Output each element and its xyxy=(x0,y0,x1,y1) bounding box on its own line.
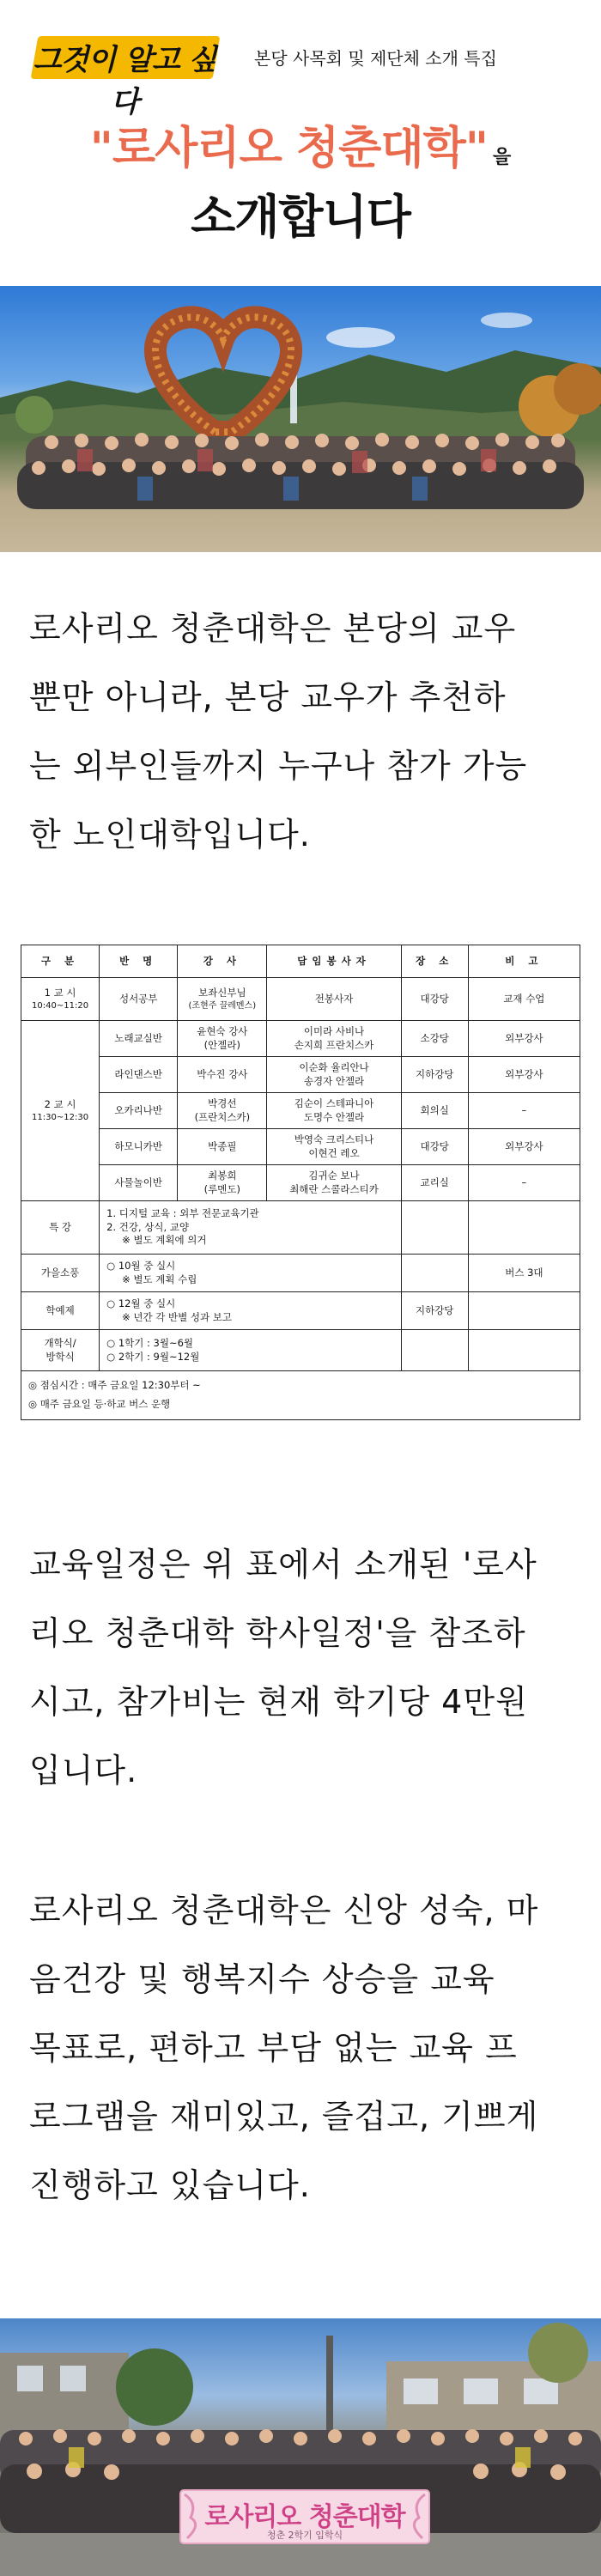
note-cell xyxy=(468,1292,580,1330)
table-row xyxy=(21,1330,580,1371)
text-line: 뿐만 아니라, 본당 교우가 추천하 xyxy=(29,678,507,716)
text-line: 로사리오 청춘대학은 신앙 성숙, 마 xyxy=(29,1892,539,1929)
class-cell: 노래교실반 xyxy=(100,1021,178,1057)
table-row xyxy=(21,1129,580,1165)
text-line: 로그램을 재미있고, 즐겁고, 기쁘게 xyxy=(29,2098,539,2136)
banner-title: 로사리오 청춘대학 xyxy=(204,2502,405,2532)
table-notes xyxy=(21,1371,580,1420)
text-line: 한 노인대학입니다. xyxy=(29,816,311,854)
note-line: ◎ 점심시간 : 매주 금요일 12:30부터 ~ xyxy=(28,1379,201,1391)
helper-cell: 이미라 사비나 손지희 프란치스카 xyxy=(267,1021,401,1057)
period-cell: 2 교 시 11:30~12:30 xyxy=(21,1021,100,1201)
table-header: 구 분 xyxy=(21,945,100,978)
table-header: 담임봉사자 xyxy=(267,945,401,978)
table-row xyxy=(21,1255,580,1292)
table-row xyxy=(21,1165,580,1201)
note-cell xyxy=(468,1201,580,1255)
teacher-cell: 박수진 강사 xyxy=(178,1057,267,1093)
class-cell: 사물놀이반 xyxy=(100,1165,178,1201)
title-particle: 을 xyxy=(492,147,512,168)
text-line: 리오 청춘대학 학사일정'을 참조하 xyxy=(29,1614,526,1652)
teacher-cell: 보좌신부님 (조현주 끌레멘스) xyxy=(178,978,267,1021)
program-logo xyxy=(26,31,223,119)
banner-subtitle: 청춘 2학기 입학식 xyxy=(266,2530,343,2541)
helper-cell: 박영숙 크리스티나 이현건 레오 xyxy=(267,1129,401,1165)
table-header: 비 고 xyxy=(468,945,580,978)
category-cell: 학예제 xyxy=(21,1292,100,1330)
note-cell: 외부강사 xyxy=(468,1129,580,1165)
helper-cell: 김순이 스테파니아 도명수 안젤라 xyxy=(267,1093,401,1129)
schedule-table xyxy=(21,945,580,1420)
title-highlight: "로사리오 청춘대학" xyxy=(89,123,488,174)
note-cell: 교재 수업 xyxy=(468,978,580,1021)
place-cell: 회의실 xyxy=(401,1093,468,1129)
note-cell: 버스 3대 xyxy=(468,1255,580,1292)
group-photo-heart-sculpture-icon xyxy=(0,286,601,552)
table-row xyxy=(21,1021,580,1057)
text-line: 는 외부인들까지 누구나 참가 가능 xyxy=(29,747,528,785)
text-line: 목표로, 편하고 부담 없는 교육 프 xyxy=(29,2029,518,2067)
goal-paragraph xyxy=(29,1876,575,2220)
helper-cell: 이순화 율리안나 송경자 안젤라 xyxy=(267,1057,401,1093)
class-cell: 하모니카반 xyxy=(100,1129,178,1165)
table-row xyxy=(21,1057,580,1093)
note-cell: – xyxy=(468,1165,580,1201)
page-title xyxy=(0,112,601,176)
note-cell: 외부강사 xyxy=(468,1057,580,1093)
table-row xyxy=(21,1292,580,1330)
table-header-row xyxy=(21,945,580,978)
schedule-paragraph xyxy=(29,1530,575,1805)
header-subtitle: 본당 사목회 및 제단체 소개 특집 xyxy=(254,48,497,69)
category-cell: 특 강 xyxy=(21,1201,100,1255)
group-photo-2 xyxy=(0,2318,601,2576)
place-cell xyxy=(401,1330,468,1371)
group-photo-1 xyxy=(0,286,601,552)
helper-cell: 전봉사자 xyxy=(267,978,401,1021)
detail-cell: ○ 10월 중 실시 ※ 별도 계획 수립 xyxy=(100,1255,402,1292)
place-cell: 지하강당 xyxy=(401,1057,468,1093)
teacher-cell: 박경선 (프란치스카) xyxy=(178,1093,267,1129)
header xyxy=(0,0,601,283)
note-cell: 외부강사 xyxy=(468,1021,580,1057)
detail-cell: ○ 12월 중 실시 ※ 년간 각 반별 성과 보고 xyxy=(100,1292,402,1330)
teacher-cell: 최봉희 (루멘도) xyxy=(178,1165,267,1201)
teacher-cell: 박종필 xyxy=(178,1129,267,1165)
place-cell: 대강당 xyxy=(401,978,468,1021)
category-cell: 개학식/ 방학식 xyxy=(21,1330,100,1371)
table-row xyxy=(21,978,580,1021)
table-header: 장 소 xyxy=(401,945,468,978)
text-line: 음건강 및 행복지수 상승을 교육 xyxy=(29,1960,495,1998)
period-cell: 1 교 시 10:40~11:20 xyxy=(21,978,100,1021)
note-line: ◎ 매주 금요일 등·하교 버스 운행 xyxy=(28,1397,171,1410)
table-row xyxy=(21,1093,580,1129)
detail-cell: ○ 1학기 : 3월~6월 ○ 2학기 : 9월~12월 xyxy=(100,1330,402,1371)
place-cell: 소강당 xyxy=(401,1021,468,1057)
text-line: 시고, 참가비는 현재 학기당 4만원 xyxy=(29,1683,528,1721)
logo-text: 그것이 알고 싶다 xyxy=(33,43,216,119)
class-cell: 라인댄스반 xyxy=(100,1057,178,1093)
note-cell xyxy=(468,1330,580,1371)
page-title-line2: 소개합니다 xyxy=(191,190,410,244)
place-cell: 지하강당 xyxy=(401,1292,468,1330)
class-cell: 오카리나반 xyxy=(100,1093,178,1129)
text-line: 입니다. xyxy=(29,1752,138,1789)
table-header: 강 사 xyxy=(178,945,267,978)
text-line: 로사리오 청춘대학은 본당의 교우 xyxy=(29,610,517,647)
text-line: 교육일정은 위 표에서 소개된 '로사 xyxy=(29,1546,537,1583)
class-cell: 성서공부 xyxy=(100,978,178,1021)
detail-cell: 1. 디지털 교육 : 외부 전문교육기관 2. 건강, 상식, 교양 ※ 별도 계획에 의거 xyxy=(100,1201,402,1255)
place-cell xyxy=(401,1255,468,1292)
category-cell: 가을소풍 xyxy=(21,1255,100,1292)
place-cell xyxy=(401,1201,468,1255)
text-line: 진행하고 있습니다. xyxy=(29,2166,311,2204)
intro-paragraph xyxy=(29,594,575,869)
place-cell: 대강당 xyxy=(401,1129,468,1165)
helper-cell: 김귀순 보나 최해란 스콜라스티카 xyxy=(267,1165,401,1201)
table-row xyxy=(21,1201,580,1255)
note-cell: – xyxy=(468,1093,580,1129)
teacher-cell: 윤현숙 강사 (안젤라) xyxy=(178,1021,267,1057)
table-header: 반 명 xyxy=(100,945,178,978)
place-cell: 교리실 xyxy=(401,1165,468,1201)
